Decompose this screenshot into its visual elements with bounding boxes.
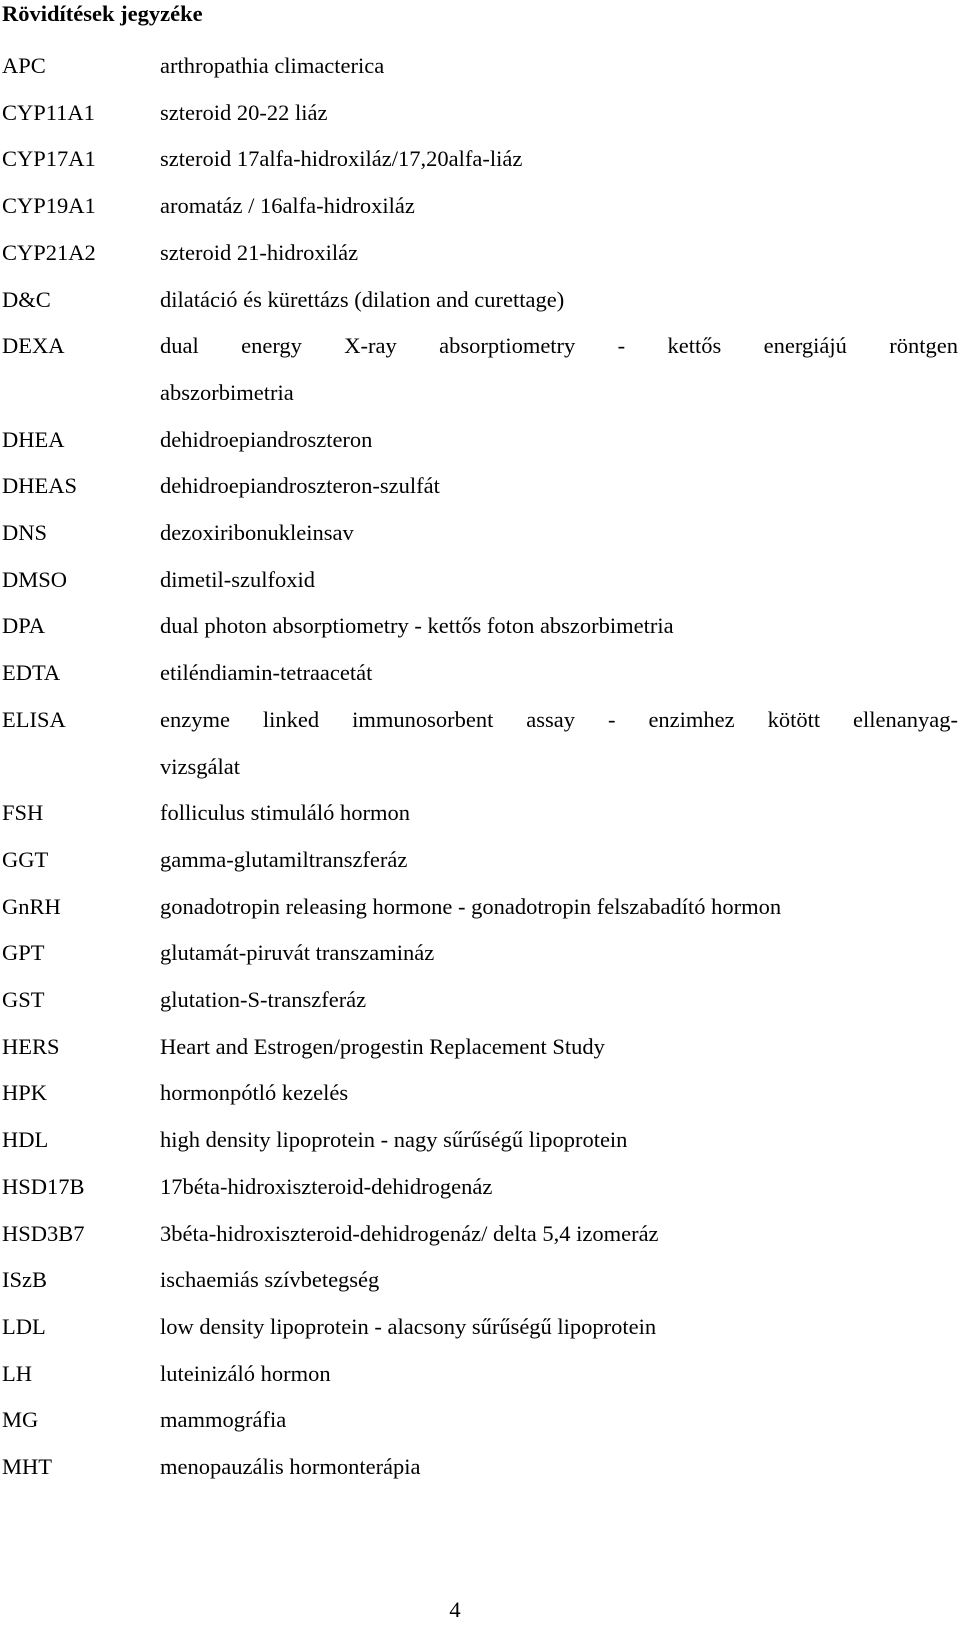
abbreviation-term: DEXA (2, 333, 65, 359)
abbreviation-definition-line: dual energy X-ray absorptiometry - kettős energiájú röntgen (160, 333, 958, 359)
abbreviation-definition: luteinizáló hormon (160, 1360, 331, 1386)
abbreviation-row (2, 1164, 958, 1211)
abbreviation-term: ELISA (2, 706, 66, 732)
abbreviation-row (2, 1211, 958, 1258)
abbreviation-row (2, 1444, 958, 1491)
abbreviation-row (2, 90, 958, 137)
abbreviation-term: HSD17B (2, 1173, 85, 1199)
abbreviation-definition-line: vizsgálat (160, 753, 240, 779)
abbreviation-definition: szteroid 17alfa-hidroxiláz/17,20alfa-liáz (160, 146, 523, 172)
abbreviation-definition-line: enzyme linked immunosorbent assay - enzimhez kötött ellenanyag- (160, 706, 958, 732)
abbreviation-definition: arthropathia climacterica (160, 53, 385, 78)
abbreviation-definition: glutamát-piruvát transzamináz (160, 940, 435, 966)
abbreviation-row (2, 1351, 958, 1398)
abbreviation-term: MG (2, 1407, 39, 1433)
abbreviation-term: DHEAS (2, 473, 78, 499)
abbreviation-term: MHT (2, 1454, 52, 1480)
abbreviation-row (2, 277, 958, 324)
abbreviation-list (2, 43, 958, 1491)
abbreviation-row (2, 884, 958, 931)
abbreviation-term: GGT (2, 846, 49, 872)
abbreviation-definition: hormonpótló kezelés (160, 1080, 349, 1106)
abbreviation-definition: high density lipoprotein - nagy sűrűségű lipoprotein (160, 1127, 628, 1153)
abbreviation-definition: dehidroepiandroszteron (160, 426, 373, 452)
abbreviation-row (2, 1304, 958, 1351)
abbreviation-term: DPA (2, 613, 45, 639)
abbreviation-term: D&C (2, 286, 51, 312)
abbreviation-definition (160, 323, 958, 416)
abbreviation-definition: dual photon absorptiometry - kettős foton abszorbimetria (160, 613, 674, 639)
abbreviation-row (2, 557, 958, 604)
abbreviation-definition: glutation-S-transzferáz (160, 987, 367, 1013)
abbreviation-term: ISzB (2, 1267, 47, 1293)
abbreviation-row (2, 603, 958, 650)
abbreviation-term: HSD3B7 (2, 1220, 85, 1246)
abbreviation-term: CYP11A1 (2, 99, 95, 125)
abbreviation-definition: dilatáció és kürettázs (dilation and curettage) (160, 286, 565, 312)
abbreviation-row (2, 463, 958, 510)
abbreviation-row (2, 323, 958, 416)
abbreviation-row (2, 1397, 958, 1444)
abbreviation-row (2, 183, 958, 230)
abbreviation-definition: 17béta-hidroxiszteroid-dehidrogenáz (160, 1173, 493, 1199)
abbreviation-row (2, 1117, 958, 1164)
abbreviation-definition: dimetil-szulfoxid (160, 566, 315, 592)
abbreviation-term: HERS (2, 1033, 60, 1059)
abbreviation-term: GnRH (2, 893, 61, 919)
abbreviation-term: HPK (2, 1080, 48, 1106)
abbreviation-definition: szteroid 21-hidroxiláz (160, 239, 359, 265)
abbreviation-definition: gamma-glutamiltranszferáz (160, 846, 408, 872)
abbreviation-definition: Heart and Estrogen/progestin Replacement Study (160, 1033, 605, 1059)
abbreviation-definition: folliculus stimuláló hormon (160, 800, 410, 826)
abbreviation-row (2, 790, 958, 837)
abbreviation-definition: dezoxiribonukleinsav (160, 520, 354, 546)
abbreviation-term: CYP17A1 (2, 146, 96, 172)
page-number: 4 (449, 1597, 461, 1622)
abbreviation-row (2, 697, 958, 790)
abbreviation-definition: mammográfia (160, 1407, 287, 1433)
abbreviation-row (2, 230, 958, 277)
abbreviation-definition: szteroid 20-22 liáz (160, 99, 328, 125)
abbreviation-definition (160, 697, 958, 790)
abbreviation-term: DNS (2, 520, 48, 546)
abbreviation-row (2, 417, 958, 464)
abbreviation-row (2, 43, 958, 90)
abbreviation-row (2, 650, 958, 697)
abbreviation-row (2, 977, 958, 1024)
page-title: Rövidítések jegyzéke (2, 1, 203, 26)
abbreviation-definition: etiléndiamin-tetraacetát (160, 660, 373, 686)
abbreviation-term: GPT (2, 940, 45, 966)
abbreviation-term: APC (2, 53, 46, 78)
abbreviation-definition: menopauzális hormonterápia (160, 1454, 421, 1480)
abbreviation-definition: low density lipoprotein - alacsony sűrűségű lipoprotein (160, 1313, 657, 1339)
abbreviation-term: CYP21A2 (2, 239, 96, 265)
abbreviation-definition: gonadotropin releasing hormone - gonadotropin felszabadító hormon (160, 893, 782, 919)
abbreviation-term: GST (2, 987, 45, 1013)
abbreviation-definition: aromatáz / 16alfa-hidroxiláz (160, 193, 415, 219)
abbreviation-definition: ischaemiás szívbetegség (160, 1267, 380, 1293)
abbreviation-term: DHEA (2, 426, 65, 452)
abbreviation-definition: dehidroepiandroszteron-szulfát (160, 473, 440, 499)
abbreviation-term: DMSO (2, 566, 68, 592)
abbreviation-definition-line: abszorbimetria (160, 379, 294, 405)
abbreviation-term: LDL (2, 1313, 46, 1339)
abbreviation-row (2, 510, 958, 557)
abbreviation-row (2, 1070, 958, 1117)
abbreviation-row (2, 1257, 958, 1304)
abbreviation-row (2, 837, 958, 884)
abbreviation-term: LH (2, 1360, 32, 1386)
abbreviation-row (2, 930, 958, 977)
abbreviation-term: CYP19A1 (2, 193, 96, 219)
abbreviation-definition: 3béta-hidroxiszteroid-dehidrogenáz/ delta 5,4 izomeráz (160, 1220, 659, 1246)
abbreviation-term: FSH (2, 800, 44, 826)
abbreviation-term: HDL (2, 1127, 49, 1153)
abbreviation-term: EDTA (2, 660, 61, 686)
abbreviation-row (2, 1024, 958, 1071)
abbreviation-row (2, 136, 958, 183)
